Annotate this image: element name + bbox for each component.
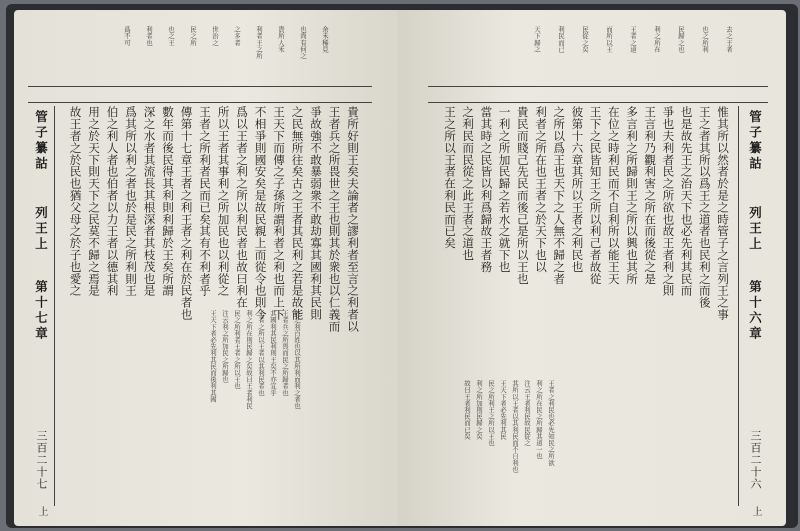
right-chapter-number: 第十六章 bbox=[747, 280, 763, 342]
strip-column: 而所以王 bbox=[605, 26, 613, 53]
note-column: 王者之利民也必先知民之所欲 bbox=[547, 380, 555, 466]
right-half-marker: 上 bbox=[750, 506, 761, 516]
note-column: 其所以王者以其利民而不自利也 bbox=[511, 380, 519, 473]
note-column: 注云王者利民故民從之 bbox=[523, 380, 531, 446]
text-column: 王之所以王者在利民而已矣 bbox=[443, 106, 457, 249]
right-chapter-title: 列王上 bbox=[747, 206, 763, 253]
right-running-title: 管子纂詁 bbox=[747, 110, 763, 172]
text-column: 王者兵之所畏世之王也則其於衆也以仁義而 bbox=[327, 106, 342, 333]
strip-column: 利民而已 bbox=[557, 26, 565, 53]
text-column: 之利民而民從之此王者之道也 bbox=[461, 106, 476, 261]
text-column: 數年而後民得其利則利歸於王矣所謂 bbox=[161, 106, 175, 297]
text-column: 一利之所加民歸之若水之就下也 bbox=[497, 106, 512, 273]
open-book bbox=[6, 4, 798, 528]
right-notes-block bbox=[438, 380, 558, 506]
left-margin-rule bbox=[54, 106, 55, 506]
note-column: 民之所利者王者之所以王也 bbox=[233, 310, 241, 390]
strip-column: 之多者 bbox=[233, 26, 241, 46]
left-annotation-strip bbox=[34, 26, 334, 82]
text-column: 之民無所往矣古之王者其民利之若是故能 bbox=[290, 106, 305, 321]
right-annotation-strip bbox=[438, 26, 738, 82]
note-column: 利之所在則民歸之矣故曰王者利民 bbox=[245, 310, 253, 409]
left-page bbox=[14, 10, 398, 526]
strip-column: 世治之 bbox=[211, 26, 219, 46]
text-column: 王之者其所以爲王之道者也民利之而後 bbox=[697, 106, 712, 309]
text-column: 利者之所在也王者之於天下也以 bbox=[534, 106, 548, 273]
text-column: 用之於天下則天下之民莫不歸之焉是 bbox=[87, 106, 101, 297]
left-notes-block bbox=[164, 310, 304, 506]
note-column: 民之所利王之所以王也 bbox=[487, 380, 495, 446]
strip-column: 天下歸之 bbox=[533, 26, 541, 53]
text-column: 惟其所以然者於是之時管子之言列王之事 bbox=[716, 106, 730, 321]
text-column: 爭故強不敢暴弱衆不敢劫寡其國利其民則 bbox=[309, 106, 323, 321]
text-column: 所以王者其事利之所加民也以利從之 bbox=[216, 106, 231, 297]
strip-column: 也尚有何之 bbox=[299, 26, 307, 59]
right-page bbox=[398, 10, 786, 526]
strip-column: 也之王 bbox=[167, 26, 175, 46]
text-column: 故王者之於民也猶父母之於子也愛之 bbox=[68, 106, 83, 297]
strip-column: 民之所 bbox=[189, 26, 197, 46]
text-column: 多言利之所歸則王之所以興也其所 bbox=[625, 106, 639, 285]
text-column: 彼第十六章其所以王者之利民也 bbox=[570, 106, 585, 273]
left-half-marker: 上 bbox=[36, 506, 47, 516]
note-column: 故曰王者利民而已矣 bbox=[463, 380, 471, 440]
text-column: 王天下而傳之子孫所謂利者之利也而上下 bbox=[272, 106, 286, 321]
text-column: 也是故先王之治天下也必先利其民而 bbox=[679, 106, 694, 297]
strip-column: 利者也 bbox=[145, 26, 153, 46]
strip-column: 余禾稀見 bbox=[321, 26, 329, 53]
strip-column: 王者之道 bbox=[629, 26, 637, 53]
right-page-number: 三百二十六 bbox=[749, 430, 762, 490]
text-column: 傳第十七章王者之利王者之利在於民者也 bbox=[179, 106, 194, 321]
strip-column: 利者王之所 bbox=[255, 26, 263, 59]
text-column: 貴民而賤己先民而後己是所以王也 bbox=[515, 106, 530, 285]
text-column: 在位之時利民而不自利所以能王天 bbox=[606, 106, 621, 285]
note-column: 其國利其民利則王矣不亦宜乎 bbox=[269, 310, 277, 396]
text-column: 深之水者其流長其根深者其枝茂也是 bbox=[142, 106, 157, 297]
text-column: 當其時之民皆以利爲歸故王者務 bbox=[479, 106, 494, 273]
right-notes-rule bbox=[428, 102, 768, 103]
text-column: 王者之所利者民而已矣其有不利者乎 bbox=[198, 106, 212, 297]
strip-column: 爲不可 bbox=[123, 26, 131, 46]
note-column: 彼之利百姓也以其所利而利之者也 bbox=[293, 310, 301, 409]
strip-column: 去之王者 bbox=[725, 26, 733, 53]
note-column: 王者之所以王者以其利民者也 bbox=[257, 310, 265, 396]
text-column: 爭也夫利者民之所欲也故王者利之則 bbox=[661, 106, 676, 297]
left-chapter-number: 第十七章 bbox=[33, 280, 49, 342]
note-column: 利之所加則民歸之矣 bbox=[475, 380, 483, 440]
note-column: 王天下者必先利其民 bbox=[499, 380, 507, 440]
strip-column: 利之所在 bbox=[653, 26, 661, 53]
text-column: 之所以爲王也天下之人無不歸之者 bbox=[552, 106, 567, 285]
text-column: 貴所好則王矣夫論者之謬利者至言之利者以 bbox=[346, 106, 360, 333]
strip-column: 民從之矣 bbox=[581, 26, 589, 53]
left-chapter-title: 列王上 bbox=[33, 206, 49, 253]
text-column: 爲其所以利之者也於是民之所利則王 bbox=[124, 106, 138, 297]
text-column: 王下之民皆知王之所以利己者故從 bbox=[588, 106, 603, 285]
strip-column: 民歸之也 bbox=[677, 26, 685, 53]
strip-column: 貴所人禾 bbox=[277, 26, 285, 53]
strip-column: 也之所利 bbox=[701, 26, 709, 53]
note-column: 王者兵之所畏而民之所歸者也 bbox=[281, 310, 289, 396]
left-notes-rule bbox=[28, 102, 372, 103]
note-column: 注云利之所加民之所歸也 bbox=[221, 310, 229, 383]
right-strip-rule bbox=[428, 86, 768, 87]
text-column: 伯之利人者也伯者以力王者以德其利 bbox=[105, 106, 120, 297]
left-running-title: 管子纂詁 bbox=[33, 110, 49, 172]
left-page-number: 三百二十七 bbox=[35, 430, 48, 490]
right-margin-rule bbox=[738, 106, 739, 506]
text-column: 不相爭則國安矣是故民親上而從令也則今 bbox=[253, 106, 268, 321]
left-strip-rule bbox=[28, 86, 372, 87]
text-column: 王言利乃觀利害之所在而後從之是 bbox=[643, 106, 658, 285]
note-column: 王天下者必先利其民而後利其國 bbox=[209, 310, 217, 403]
note-column: 利之所在民之所歸其道一也 bbox=[535, 380, 543, 460]
text-column: 爲以王者之利之所以利民者也故曰利在 bbox=[235, 106, 249, 309]
